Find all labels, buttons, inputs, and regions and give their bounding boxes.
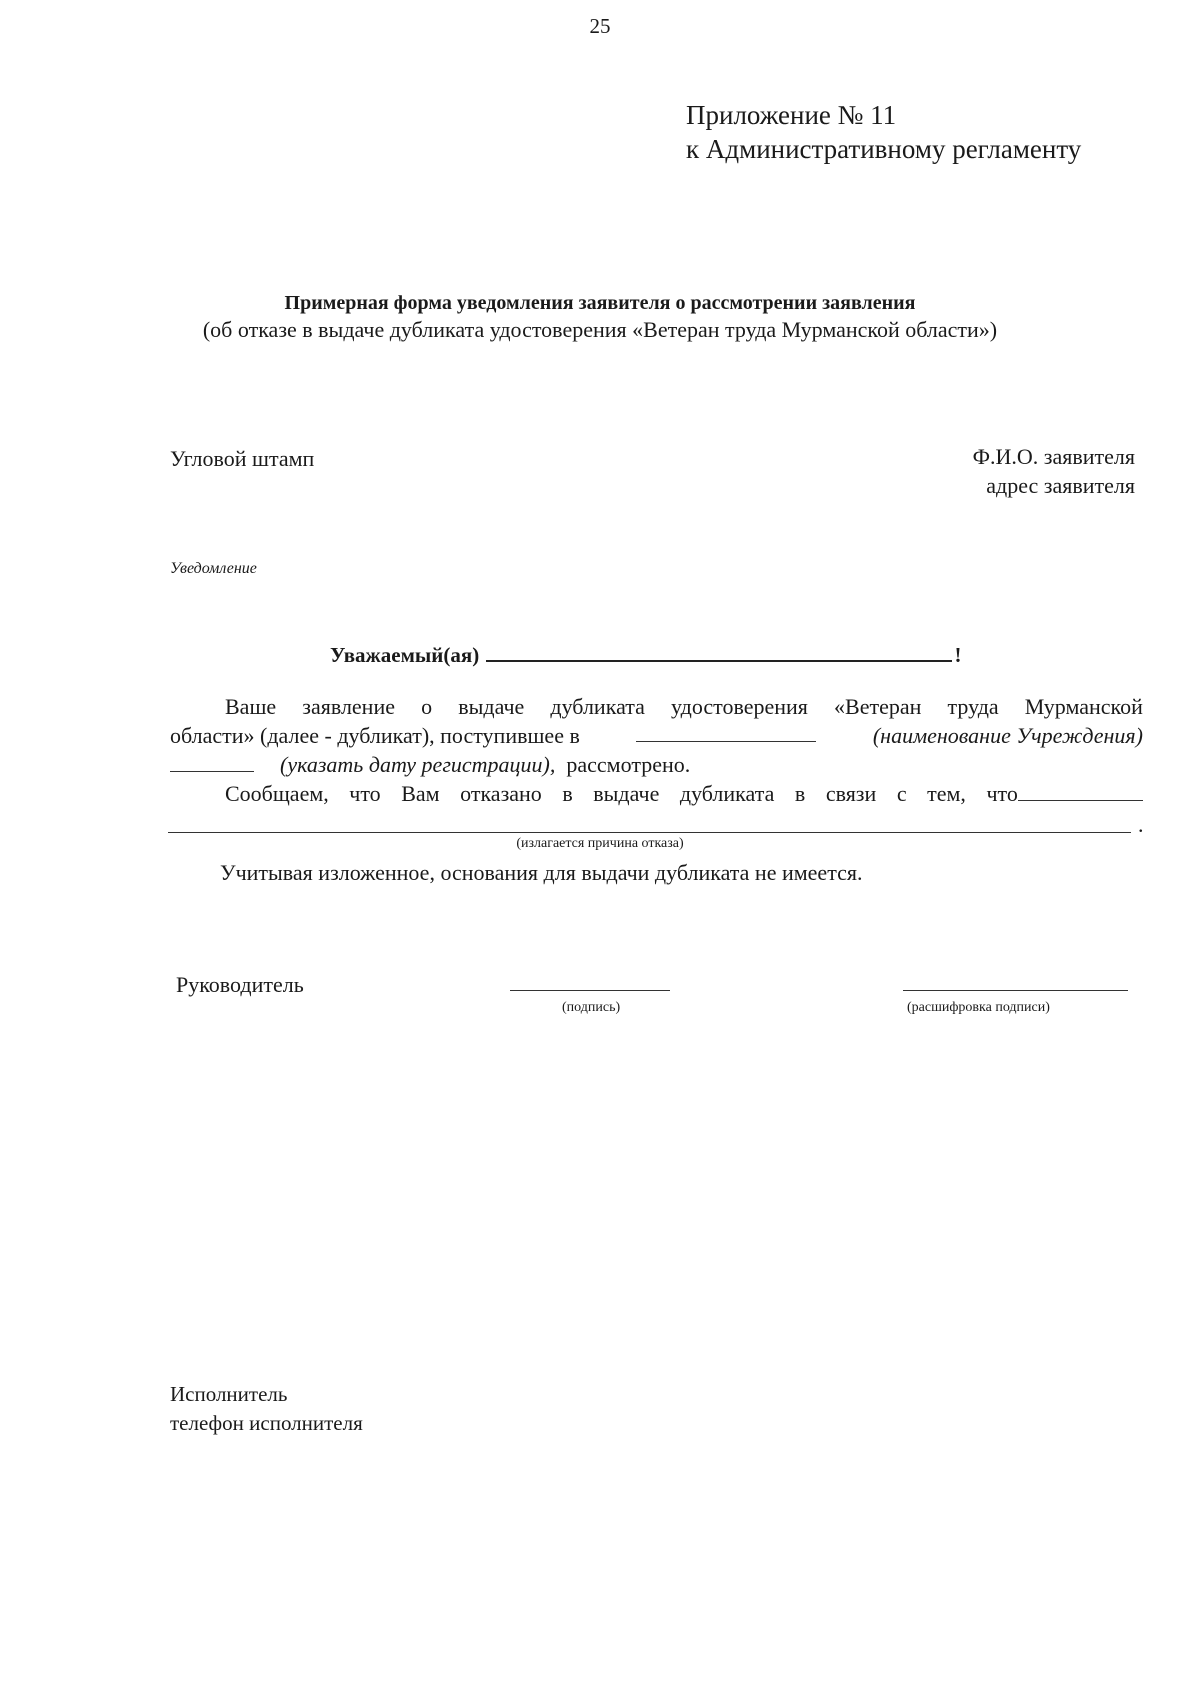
head-label: Руководитель (176, 972, 304, 997)
greeting-line (330, 640, 961, 668)
appendix-regulation: к Административному регламенту (686, 134, 1082, 164)
word: дубликата (679, 781, 775, 806)
reviewed-text: рассмотрено. (566, 752, 691, 777)
applicant-name-label: Ф.И.О. заявителя (972, 444, 1135, 469)
reason-caption: (излагается причина отказа) (516, 836, 684, 851)
institution-hint: (наименование Учреждения) (872, 723, 1143, 748)
appendix-reference (686, 98, 1081, 166)
reason-blank-line (168, 832, 1131, 833)
word: удостоверения (671, 694, 808, 719)
body-line-2 (170, 723, 1143, 749)
sentence-end-dot: . (1138, 812, 1144, 837)
word: что (986, 781, 1018, 806)
word: труда (947, 694, 999, 719)
body-line-2-text: области» (далее - дубликат), поступившее в (170, 723, 580, 748)
word: заявление (302, 694, 395, 719)
word: Вам (401, 781, 440, 806)
body-line-1 (225, 694, 1143, 720)
word: Ваше (225, 694, 277, 719)
executor-block (170, 1380, 363, 1438)
word: с (896, 781, 907, 806)
body-line-4 (225, 781, 1143, 807)
signature-line (510, 990, 670, 991)
signature-caption: (подпись) (562, 1000, 621, 1015)
word: в (794, 781, 806, 806)
word: о (421, 694, 433, 719)
executor-label: Исполнитель (170, 1382, 288, 1406)
executor-phone-label: телефон исполнителя (170, 1411, 363, 1435)
word: выдаче (593, 781, 660, 806)
word: Мурманской (1024, 694, 1143, 719)
corner-stamp-label: Угловой штамп (170, 446, 315, 471)
institution-blank (636, 723, 816, 742)
word: отказано (460, 781, 542, 806)
word-with-blank (986, 781, 1142, 807)
notice-label: Уведомление (170, 560, 257, 577)
greeting-name-blank (486, 640, 952, 662)
body-line-3 (170, 752, 690, 778)
applicant-address-label: адрес заявителя (986, 473, 1135, 498)
date-blank (170, 753, 254, 772)
conclusion-text: Учитывая изложенное, основания для выдачи дубликата не имеется. (220, 860, 863, 885)
word: выдаче (458, 694, 525, 719)
word: что (349, 781, 381, 806)
reason-blank-start (1018, 782, 1143, 801)
signature-decode-line (903, 990, 1128, 991)
date-hint: (указать дату регистрации), (280, 752, 556, 777)
word: Сообщаем, (225, 781, 329, 806)
title-subtitle: (об отказе в выдаче дубликата удостоверения «Ветеран труда Мурманской области») (202, 317, 998, 342)
appendix-number: Приложение № 11 (686, 100, 897, 130)
word: связи (825, 781, 877, 806)
greeting-exclamation: ! (954, 643, 962, 667)
word: дубликата (550, 694, 645, 719)
word: «Ветеран (834, 694, 922, 719)
recipient-block (973, 442, 1135, 500)
greeting-text: Уважаемый(ая) (330, 643, 480, 667)
document-title (0, 290, 1200, 344)
word: тем, (927, 781, 966, 806)
page-number: 25 (589, 14, 611, 38)
signature-decode-caption: (расшифровка подписи) (907, 1000, 1050, 1015)
title-main: Примерная форма уведомления заявителя о рассмотрении заявления (284, 292, 916, 314)
word: в (562, 781, 573, 806)
